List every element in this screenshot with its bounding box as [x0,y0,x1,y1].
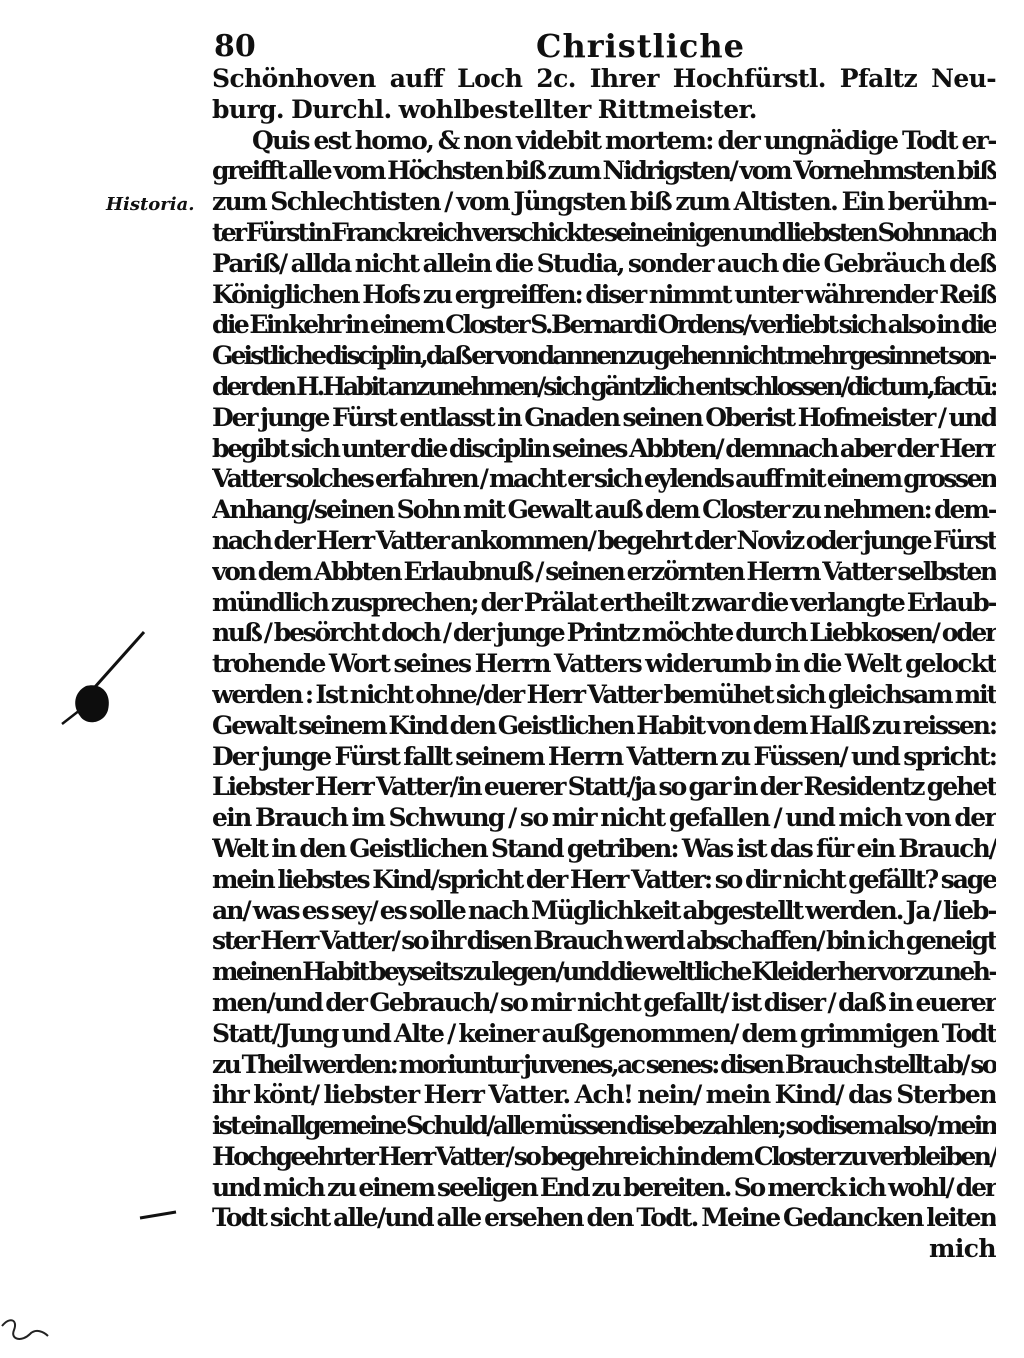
text-line: ter Fürst in Franckreich verschickte sein einigen und liebsten Sohn nach [212,217,996,247]
text-line: Geistliche disciplin,daß er von dannen zu gehen nicht mehr gesinnet son- [212,341,996,371]
margin-ink-dash [138,1206,180,1222]
text-line: zu Theil werden: moriuntur juvenes,ac senes: disen Brauch stellt ab/ so [212,1049,996,1079]
text-line: und mich zu einem seeligen End zu bereiten. So merck ich wohl/ der [212,1172,996,1202]
text-line: burg. Durchl. wohlbestellter Rittmeister. [212,94,757,124]
running-head: Christliche [536,27,745,65]
text-line: Welt in den Geistlichen Stand getriben: Was ist das für ein Brauch/ [212,833,996,863]
text-line: an/ was es sey/ es solle nach Müglichkeit abgestellt werden. Ja / lieb- [212,895,996,925]
text-line: der den H.Habit anzunehmen/sich gäntzlich entschlossen/dictum,factū: [212,371,996,401]
text-line: zum Schlechtisten / vom Jüngsten biß zum Altisten. Ein berühm- [212,187,996,217]
text-line: werden : Ist nicht ohne/der Herr Vatter bemühet sich gleichsam mit [212,679,996,709]
text-line: von dem Abbten Erlaubnuß / seinen erzörnten Herrn Vatter selbsten [212,556,996,586]
text-line: Statt/Jung und Alte / keiner außgenommen/ dem grimmigen Todt [212,1018,996,1048]
text-line: ihr könt/ liebster Herr Vatter. Ach! nein/ mein Kind/ das Sterben [212,1080,996,1110]
text-line: die Einkehr in einem Closter S.Bernardi Ordens/verliebt sich also in die [212,310,996,340]
page-number: 80 [214,29,256,64]
text-line: men/und der Gebrauch/ so mir nicht gefallt/ ist diser / daß in euerer [212,987,996,1017]
text-line: Der junge Fürst fallt seinem Herrn Vattern zu Füssen/ und spricht: [212,741,996,771]
margin-ink-scribble [0,1312,60,1352]
text-line: Königlichen Hofs zu ergreiffen: diser nimmt unter währender Reiß [212,279,996,309]
text-line: Der junge Fürst entlasst in Gnaden seinen Oberist Hofmeister / und [212,402,996,432]
text-line: nach der Herr Vatter ankommen/ begehrt der Noviz oder junge Fürst [212,525,996,555]
text-line: Pariß/ allda nicht allein die Studia, sonder auch die Gebräuch deß [212,248,996,278]
text-line: trohende Wort seines Herrn Vatters widerumb in die Welt gelockt [212,649,996,679]
text-line: ster Herr Vatter/ so ihr disen Brauch werd abschaffen/ bin ich geneigt [212,926,996,956]
catchword: mich [929,1234,996,1264]
margin-note: Historia. [106,194,195,215]
text-line: ein Brauch im Schwung / so mir nicht gefallen / und mich von der [212,803,996,833]
text-line: Schönhoven auff Loch 2c. Ihrer Hochfürstl. Pfaltz Neu- [212,64,996,93]
text-line: Liebster Herr Vatter/in euerer Statt/ja so gar in der Residentz gehet [212,772,996,802]
text-line: Quis est homo, & non videbit mortem: der ungnädige Todt er- [252,125,996,155]
text-line: greifft alle vom Höchsten biß zum Nidrigsten/ vom Vornehmsten biß [212,156,996,186]
text-line: ist ein allgemeine Schuld/alle müssen dise bezahlen; so disem also/ mein [212,1111,996,1141]
text-line: mündlich zusprechen; der Prälat ertheilt zwar die verlangte Erlaub- [212,587,996,617]
text-line: nuß / besörcht doch / der junge Printz möchte durch Liebkosen/ oder [212,618,996,648]
text-line: mein liebstes Kind/spricht der Herr Vatter: so dir nicht gefällt? sage [212,864,996,894]
body-text [212,64,996,1265]
text-line: begibt sich unter die disciplin seines Abbten/ demnach aber der Herr [212,433,996,463]
text-line: Anhang/seinen Sohn mit Gewalt auß dem Closter zu nehmen: dem- [212,495,996,525]
text-line: Vatter solches erfahren / macht er sich eylends auff mit einem grossen [212,464,996,494]
text-line: meinen Habit beyseits zu legen/und die weltliche Kleider hervor zu neh- [212,957,996,987]
text-line: Gewalt seinem Kind den Geistlichen Habit von dem Halß zu reissen: [212,710,996,740]
margin-ink-stroke [58,628,148,728]
text-line: Todt sicht alle/und alle ersehen den Todt. Meine Gedancken leiten [212,1203,996,1233]
text-line: Hochgeehrter Herr Vatter/ so begehre ich in dem Closter zu verbleiben/ [212,1141,996,1171]
